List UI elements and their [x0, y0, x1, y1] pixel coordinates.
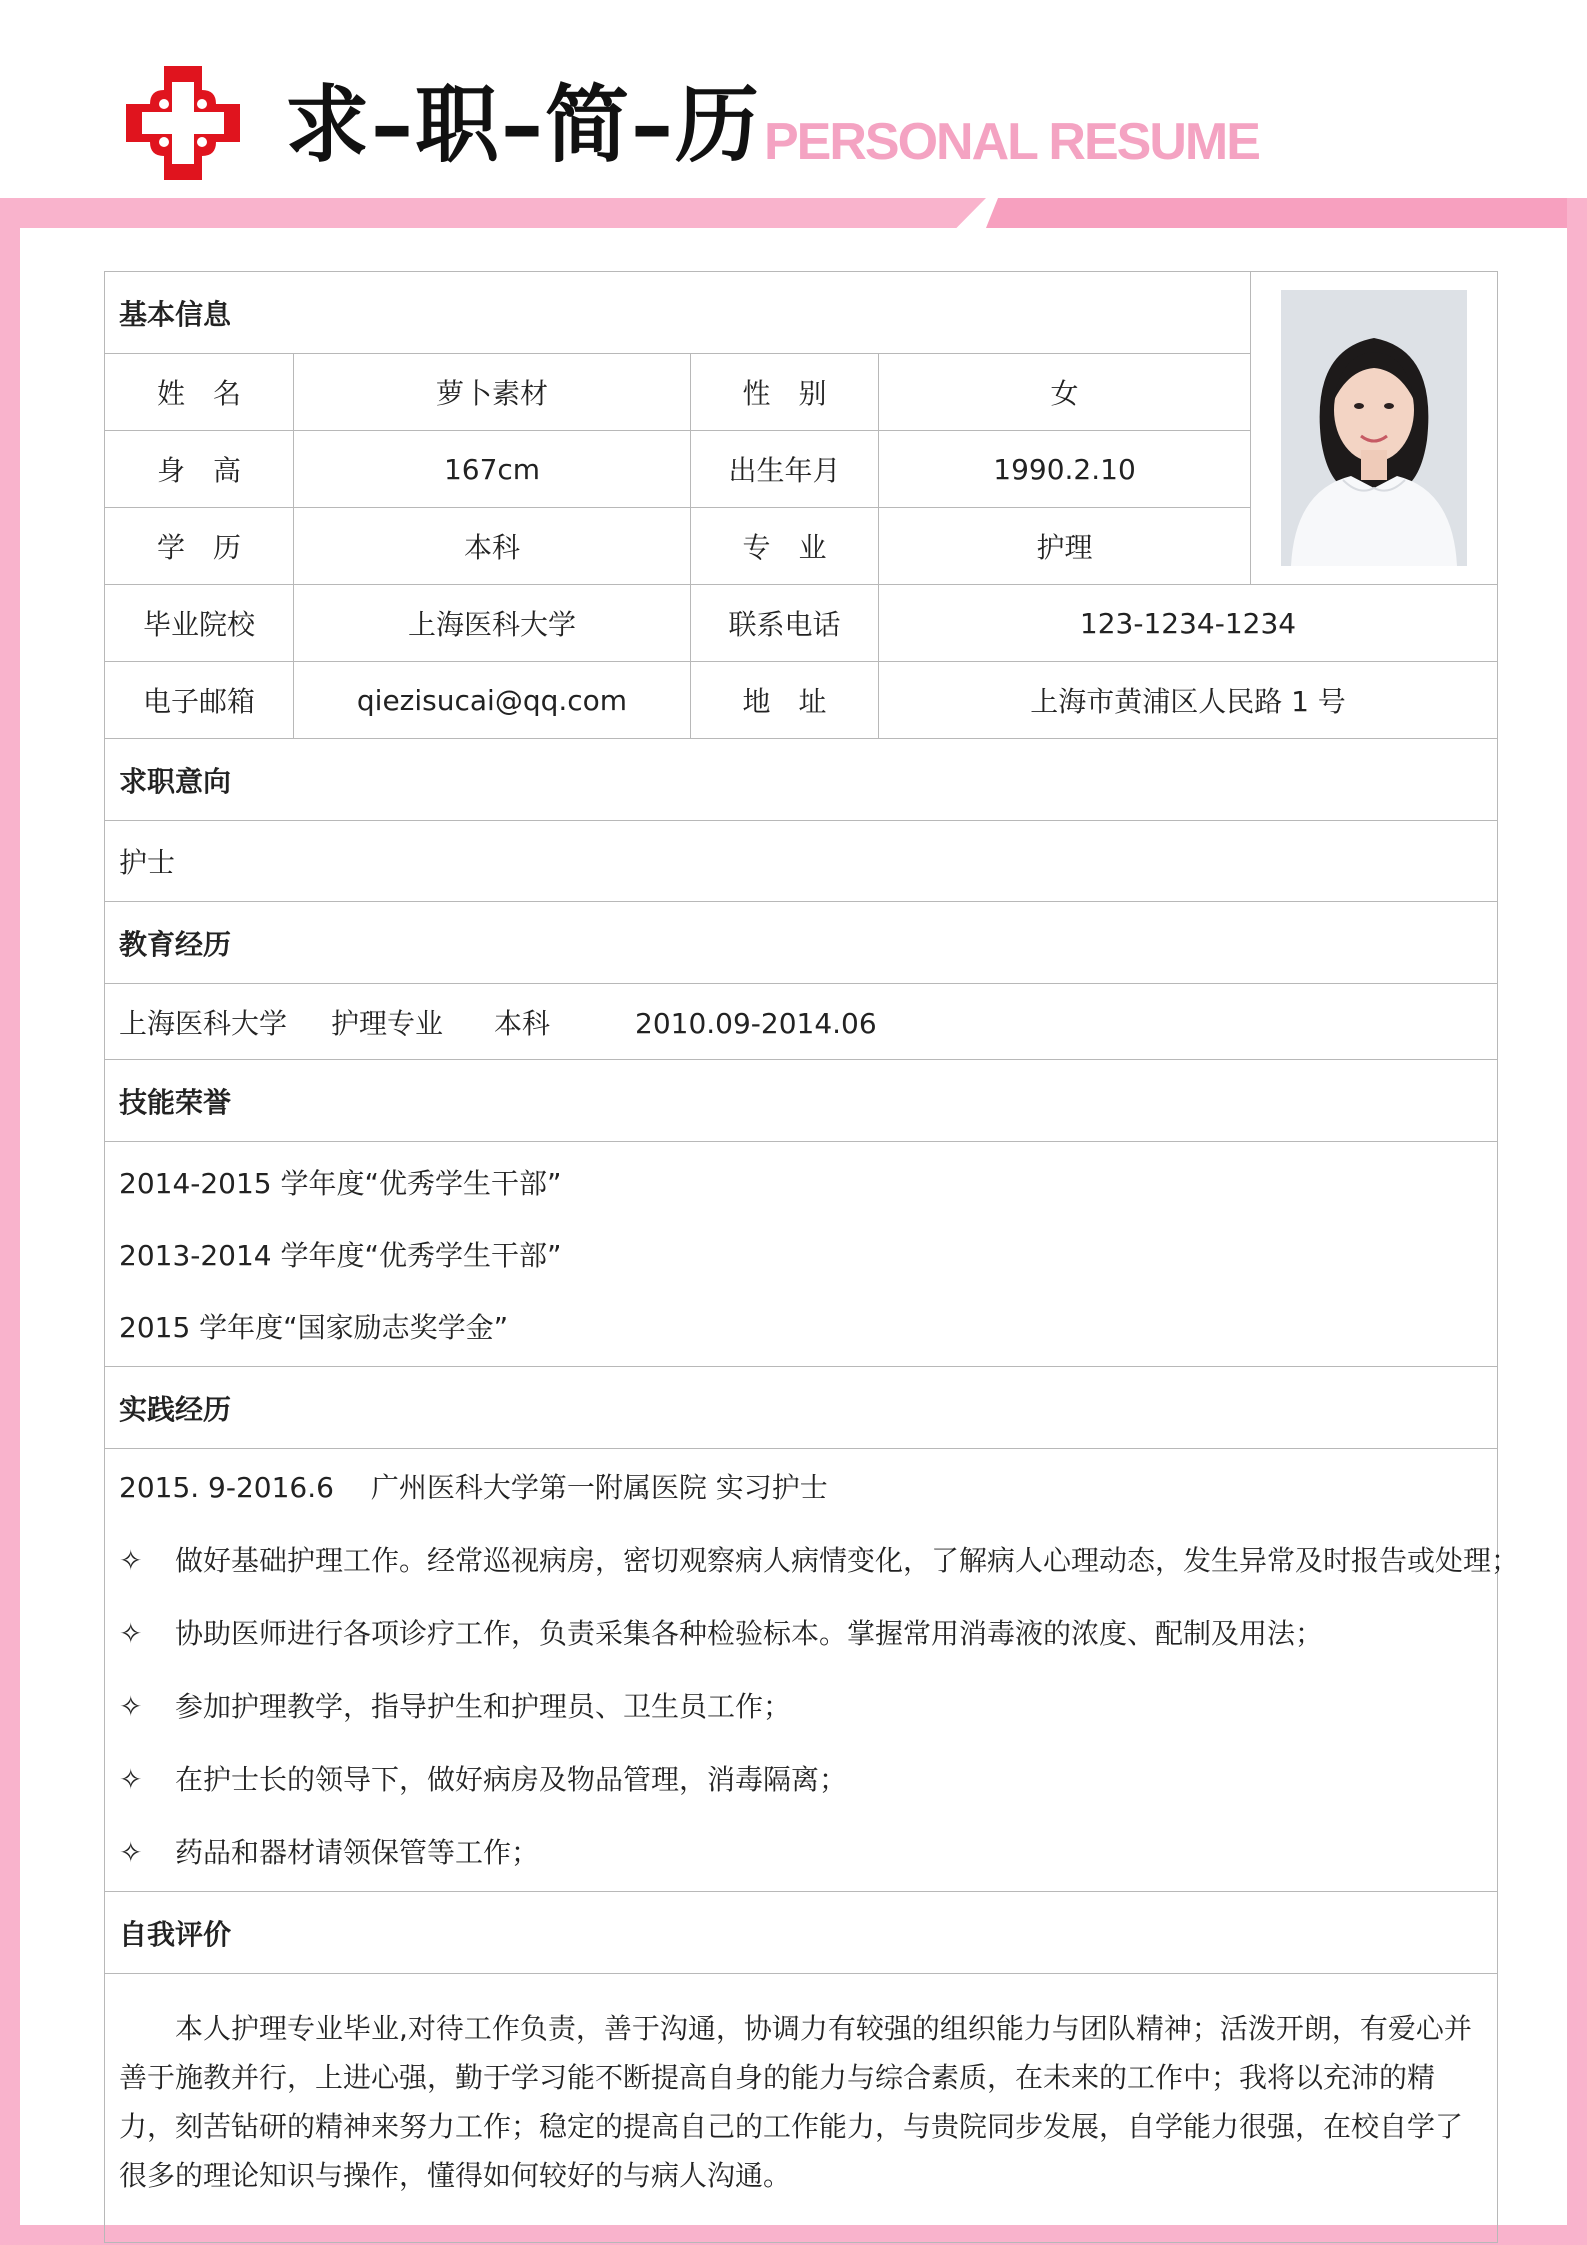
- practice-item: ✧ 在护士长的领导下，做好病房及物品管理，消毒隔离；: [119, 1743, 1483, 1816]
- value-birth: 1990.2.10: [879, 431, 1251, 508]
- practice-headline: 2015. 9-2016.6 广州医科大学第一附属医院 实习护士: [119, 1471, 828, 1504]
- frame-right: [1567, 198, 1587, 2245]
- job-intent-value: 护士: [105, 821, 1498, 902]
- education-period: 2010.09-2014.06: [635, 1006, 877, 1040]
- label-birth: 出生年月: [691, 431, 879, 508]
- practice-list: [105, 1449, 1520, 1892]
- header-band-left: [0, 198, 986, 228]
- self-evaluation-text: 本人护理专业毕业,对待工作负责，善于沟通，协调力有较强的组织能力与团队精神；活泼开朗，有爱心并善于施教并行，上进心强，勤于学习能不断提高自身的能力与综合素质，在未来的工作中；我将以充沛的精力，刻苦钻研的精神来努力工作；稳定的提高自己的工作能力，与贵院同步发展，自学能力很强，在校自学了很多的理论知识与操作，懂得如何较好的与病人沟通。: [119, 2012, 1472, 2192]
- value-phone: 123-1234-1234: [879, 585, 1498, 662]
- value-email: qiezisucai@qq.com: [294, 662, 691, 739]
- practice-item: ✧ 做好基础护理工作。经常巡视病房，密切观察病人病情变化，了解病人心理动态，发生异常及时报告或处理；: [119, 1524, 1483, 1597]
- header-band-right: [986, 198, 1587, 228]
- label-height: 身 高: [105, 431, 294, 508]
- education-degree: 本科: [494, 1006, 551, 1040]
- frame-left: [0, 198, 20, 2245]
- honor-item: 2014-2015 学年度“优秀学生干部”: [119, 1167, 562, 1200]
- honor-item: 2015 学年度“国家励志奖学金”: [119, 1311, 509, 1344]
- label-phone: 联系电话: [691, 585, 879, 662]
- photo-cell: [1251, 272, 1498, 585]
- value-height: 167cm: [294, 431, 691, 508]
- value-degree: 本科: [294, 508, 691, 585]
- page-subtitle: PERSONAL RESUME: [764, 113, 1259, 171]
- page-title: 求–职–简–历: [285, 76, 762, 174]
- section-title-education: 教育经历: [105, 902, 1498, 984]
- value-address: 上海市黄浦区人民路 1 号: [879, 662, 1498, 739]
- label-name: 姓 名: [105, 354, 294, 431]
- practice-item: ✧ 参加护理教学，指导护生和护理员、卫生员工作；: [119, 1670, 1483, 1743]
- self-evaluation: [105, 1974, 1498, 2243]
- label-major: 专 业: [691, 508, 879, 585]
- section-title-basic: 基本信息: [105, 272, 1251, 354]
- section-title-self: 自我评价: [105, 1892, 1498, 1974]
- section-title-practice: 实践经历: [105, 1367, 1498, 1449]
- label-gender: 性 别: [691, 354, 879, 431]
- label-address: 地 址: [691, 662, 879, 739]
- value-school: 上海医科大学: [294, 585, 691, 662]
- education-school: 上海医科大学: [119, 1006, 288, 1040]
- value-name: 萝卜素材: [294, 354, 691, 431]
- section-title-intent: 求职意向: [105, 739, 1498, 821]
- section-title-honors: 技能荣誉: [105, 1060, 1498, 1142]
- education-major: 护理专业: [331, 1006, 444, 1040]
- sparkle-bullet-icon: ✧: [119, 1690, 143, 1723]
- sparkle-bullet-icon: ✧: [119, 1763, 143, 1796]
- value-major: 护理: [879, 508, 1251, 585]
- honor-item: 2013-2014 学年度“优秀学生干部”: [119, 1239, 562, 1272]
- practice-item: ✧ 协助医师进行各项诊疗工作，负责采集各种检验标本。掌握常用消毒液的浓度、配制及用法；: [119, 1597, 1483, 1670]
- sparkle-bullet-icon: ✧: [119, 1836, 143, 1869]
- education-row: [105, 984, 1498, 1060]
- profile-photo: [1281, 290, 1467, 566]
- sparkle-bullet-icon: ✧: [119, 1544, 143, 1577]
- honors-list: [105, 1142, 1498, 1367]
- label-school: 毕业院校: [105, 585, 294, 662]
- value-gender: 女: [879, 354, 1251, 431]
- sparkle-bullet-icon: ✧: [119, 1617, 143, 1650]
- red-cross-logo: [120, 60, 246, 186]
- practice-item: ✧ 药品和器材请领保管等工作；: [119, 1816, 1483, 1889]
- resume-table: [104, 271, 1520, 2243]
- label-degree: 学 历: [105, 508, 294, 585]
- label-email: 电子邮箱: [105, 662, 294, 739]
